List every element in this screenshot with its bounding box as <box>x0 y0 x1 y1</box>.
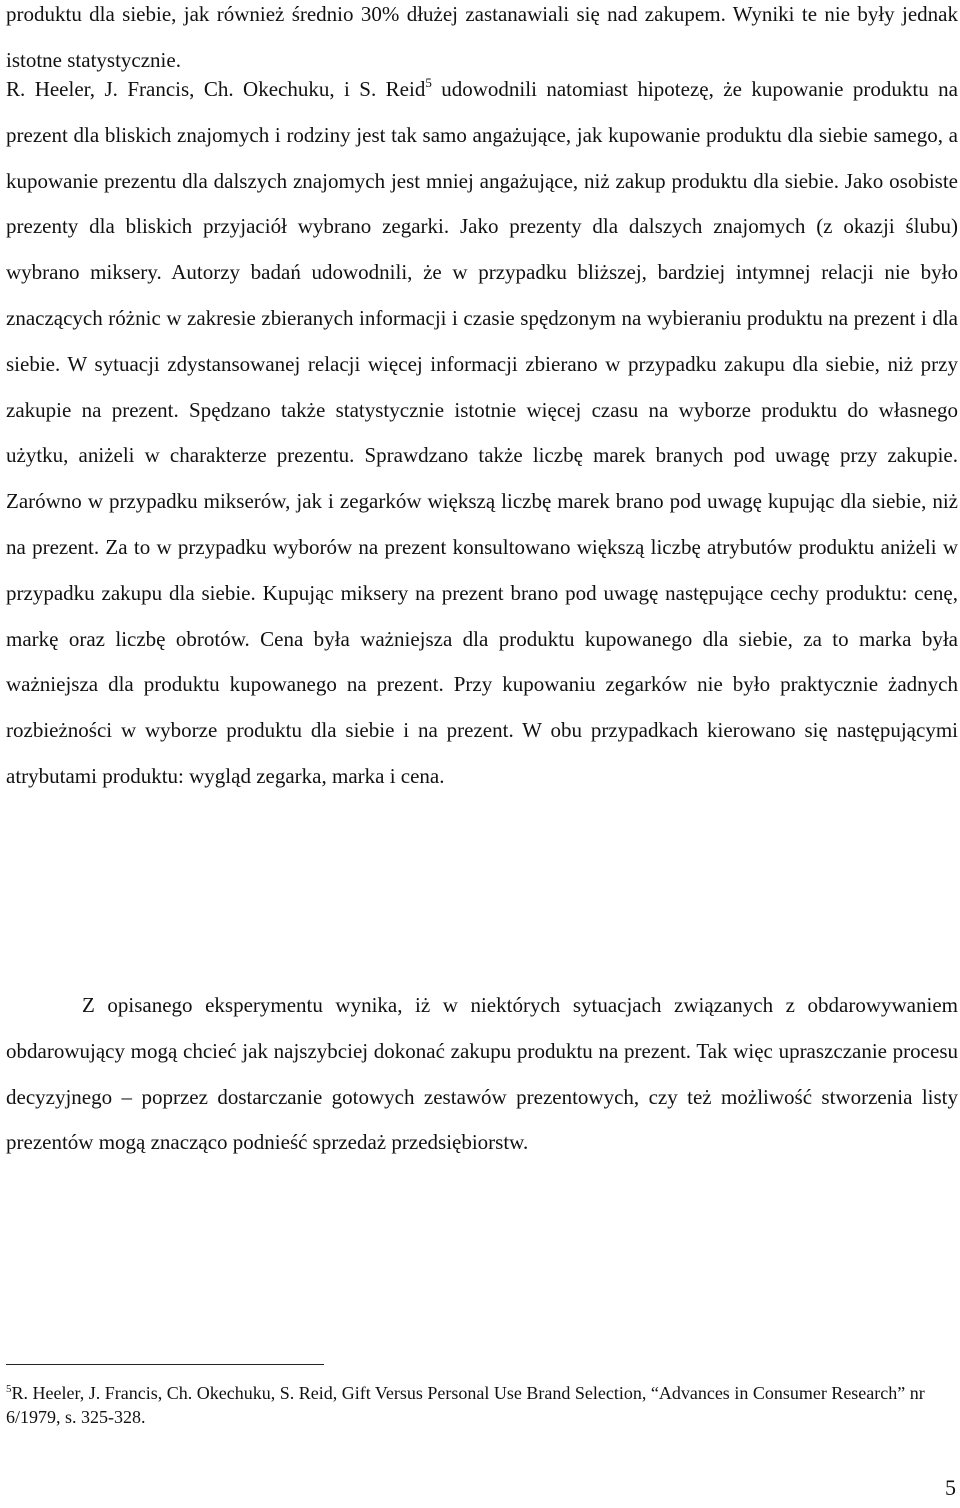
paragraph-3 <box>6 983 958 1166</box>
footnote-marker: 5 <box>6 1383 12 1395</box>
footnote-reference: 5 <box>425 75 432 90</box>
footnote-text: R. Heeler, J. Francis, Ch. Okechuku, S. Reid, Gift Versus Personal Use Brand Selection, “Advances in Consumer Research” nr 6/1979, s. 325-328. <box>6 1383 925 1427</box>
paragraph-2-text: udowodnili natomiast hipotezę, że kupowanie produktu na prezent dla bliskich znajomych i rodziny jest tak samo angażujące, jak kupowanie produktu dla siebie samego, a kupowanie prezentu dla dalszych znajomych jest mniej angażujące, niż zakup produktu dla siebie. Jako osobiste prezenty dla bliskich przyjaciół wybrano zegarki. Jako prezenty dla dalszych znajomych (z okazji ślubu) wybrano miksery. Autorzy badań udowodnili, że w przypadku bliższej, bardziej intymnej relacji nie było znaczących różnic w zakresie zbieranych informacji i czasie spędzonym na wybieraniu produktu na prezent i dla siebie. W sytuacji zdystansowanej relacji więcej informacji zbierano w przypadku zakupu dla siebie, niż przy zakupie na prezent. Spędzano także statystycznie istotnie więcej czasu na wyborze produktu do własnego użytku, aniżeli w charakterze prezentu. Sprawdzano także liczbę marek branych pod uwagę przy zakupie. Zarówno w przypadku mikserów, jak i zegarków większą liczbę marek brano pod uwagę kupując dla siebie, niż na prezent. Za to w przypadku wyborów na prezent konsultowano większą liczbę atrybutów produktu aniżeli w przypadku zakupu dla siebie. Kupując miksery na prezent brano pod uwagę następujące cechy produktu: cenę, markę oraz liczbę obrotów. Cena była ważniejsza dla produktu kupowanego dla siebie, za to marka była ważniejsza dla produktu kupowanego na prezent. Przy kupowaniu zegarków nie było praktycznie żadnych rozbieżności w wyborze produktu dla siebie i na prezent. W obu przypadkach kierowano się następującymi atrybutami produktu: wygląd zegarka, marka i cena. <box>6 77 958 788</box>
footnote <box>6 1381 946 1429</box>
footnote-separator <box>6 1364 324 1365</box>
paragraph-1-text: produktu dla siebie, jak również średnio 30% dłużej zastanawiali się nad zakupem. Wyniki te nie były jednak istotne statystycznie. <box>6 2 958 72</box>
paragraph-2-authors: R. Heeler, J. Francis, Ch. Okechuku, i S. Reid <box>6 77 426 101</box>
paragraph-3-text: Z opisanego eksperymentu wynika, iż w niektórych sytuacjach związanych z obdarowywaniem obdarowujący mogą chcieć jak najszybciej dokonać zakupu produktu na prezent. Tak więc upraszczanie procesu decyzyjnego – poprzez dostarczanie gotowych zestawów prezentowych, czy też możliwość stworzenia listy prezentów mogą znacząco podnieść sprzedaż przedsiębiorstw. <box>6 993 958 1155</box>
document-page <box>6 0 958 1508</box>
page-number: 5 <box>945 1475 956 1500</box>
paragraph-2 <box>6 67 958 800</box>
